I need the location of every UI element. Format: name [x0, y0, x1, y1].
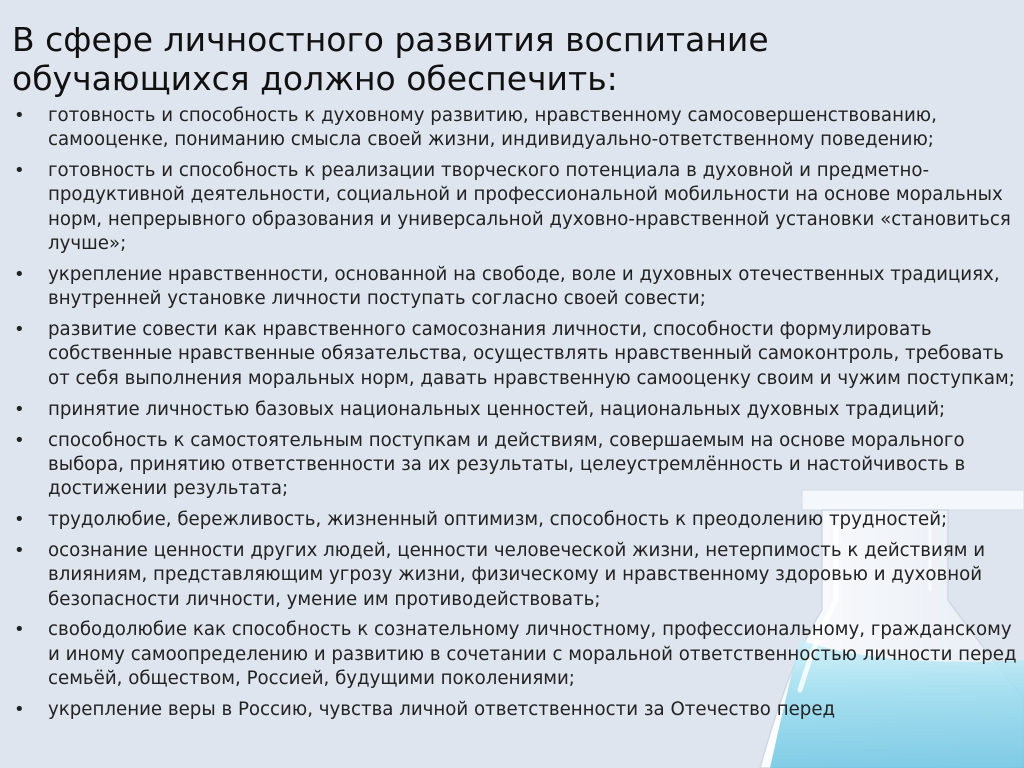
bullet-text: готовность и способность к духовному развитию, нравственному самосовершенствованию, самооценке, пониманию смысла своей жизни, индивидуально-ответственному поведению; [48, 105, 937, 151]
bullet-dot-icon: • [14, 539, 25, 561]
bullet-dot-icon: • [14, 698, 25, 720]
bullet-item [14, 539, 1020, 612]
bullet-item [14, 618, 1020, 691]
bullet-text: укрепление веры в Россию, чувства личной ответственности за Отечество перед [48, 698, 836, 720]
slide-title: В сфере личностного развития воспитание обучающихся должно обеспечить: [12, 20, 769, 98]
bullet-item [14, 104, 1020, 153]
bullet-text: свободолюбие как способность к сознательному личностному, профессиональному, гражданскому и иному самоопределению и развитию в сочетании с моральной ответственностью личности перед семьёй, обществом, Россией, будущими поколениями; [48, 619, 1017, 689]
bullet-text: принятие личностью базовых национальных ценностей, национальных духовных традиций; [48, 398, 946, 420]
bullet-item [14, 429, 1020, 502]
bullet-dot-icon: • [14, 263, 25, 285]
bullet-dot-icon: • [14, 319, 25, 341]
bullet-item [14, 263, 1020, 312]
bullet-dot-icon: • [14, 398, 25, 420]
bullet-item [14, 508, 1020, 532]
bullet-item [14, 159, 1020, 256]
bullet-item [14, 698, 1020, 722]
bullet-text: способность к самостоятельным поступкам и действиям, совершаемым на основе морального выбора, принятию ответственности за их результаты, целеустремлённость и настойчивость в достижении результата; [48, 429, 966, 500]
bullet-dot-icon: • [14, 509, 25, 531]
bullet-dot-icon: • [14, 105, 25, 126]
bullet-list [14, 104, 1020, 729]
bullet-item [14, 398, 1020, 422]
bullet-text: готовность и способность к реализации творческого потенциала в духовной и предметно-продуктивной деятельности, социальной и профессиональной мобильности на основе моральных норм, непрерывного образования и универсальной духовно-нравственной установки «становиться лучше»; [48, 160, 1011, 255]
bullet-text: укрепление нравственности, основанной на свободе, воле и духовных отечественных традициях, внутренней установке личности поступать согласно своей совести; [48, 263, 1000, 310]
bullet-dot-icon: • [14, 429, 25, 451]
bullet-text: развитие совести как нравственного самосознания личности, способности формулировать собственные нравственные обязательства, осуществлять нравственный самоконтроль, требовать от себя выполнения моральных норм, давать нравственную самооценку своим и чужим поступкам; [48, 319, 1015, 389]
bullet-text: трудолюбие, бережливость, жизненный оптимизм, способность к преодолению трудностей; [48, 509, 948, 531]
bullet-item [14, 318, 1020, 391]
bullet-dot-icon: • [14, 160, 25, 182]
bullet-dot-icon: • [14, 619, 25, 641]
bullet-text: осознание ценности других людей, ценности человеческой жизни, нетерпимость к действиям и влияниям, представляющим угрозу жизни, физическому и нравственному здоровью и духовной безопасности личности, умение им противодействовать; [48, 539, 986, 610]
